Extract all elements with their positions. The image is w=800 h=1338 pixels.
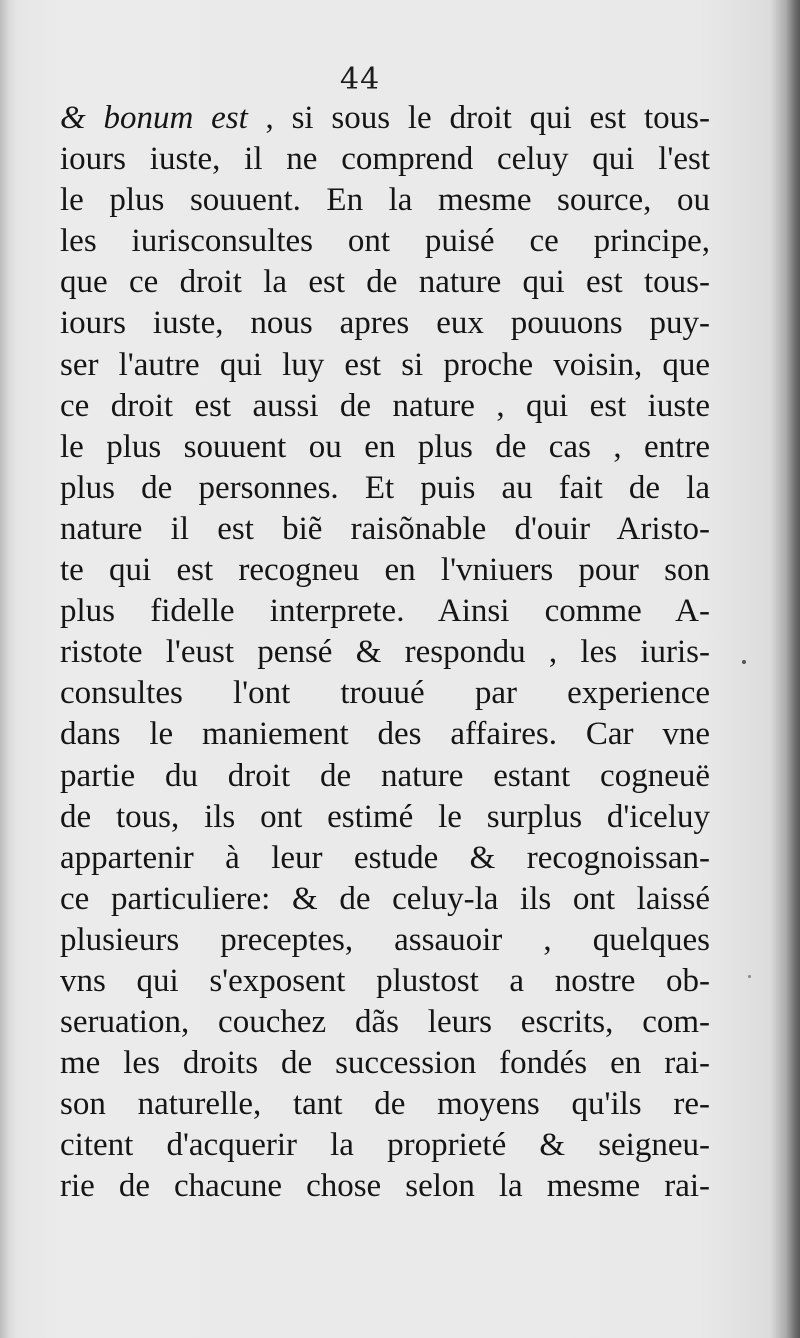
text-line: dans le maniement des affaires. Car vne [60,716,710,753]
page-binding-shadow [786,0,800,1338]
text-line: plusieurs preceptes, assauoir , quelques [60,921,710,958]
text-line: ristote l'eust pensé & respondu , les iuris- [60,634,710,671]
text-line: le plus souuent. En la mesme source, ou [60,182,710,219]
text-line [60,98,710,139]
text-line: te qui est recogneu en l'vniuers pour son [60,552,710,589]
text-line: de tous, ils ont estimé le surplus d'iceluy [60,798,710,835]
text-line: plus de personnes. Et puis au fait de la [60,469,710,506]
text-line: plus fidelle interprete. Ainsi comme A- [60,593,710,630]
text-line: nature il est biẽ raisõnable d'ouir Aristo- [60,510,710,547]
page-left-edge [0,0,8,1338]
text-line: seruation, couchez dãs leurs escrits, com- [60,1004,710,1041]
text-line-italic: & bonum est [60,100,248,136]
text-line: ce particuliere: & de celuy-la ils ont laissé [60,880,710,917]
text-line-body: , si sous le droit qui est tous- [247,100,710,136]
text-line: appartenir à leur estude & recognoissan- [60,839,710,876]
text-line: ce droit est aussi de nature , qui est iuste [60,387,710,424]
text-line: iours iuste, nous apres eux pouuons puy- [60,305,710,342]
text-line: son naturelle, tant de moyens qu'ils re- [60,1086,710,1123]
text-line: ser l'autre qui luy est si proche voisin, que [60,346,710,383]
text-line: me les droits de succession fondés en rai- [60,1045,710,1082]
text-line: que ce droit la est de nature qui est tous- [60,264,710,301]
text-line: vns qui s'exposent plustost a nostre ob- [60,962,710,999]
text-block [60,98,710,1208]
text-line: le plus souuent ou en plus de cas , entre [60,428,710,465]
text-line: partie du droit de nature estant cogneuë [60,757,710,794]
text-line: iours iuste, il ne comprend celuy qui l'est [60,141,710,178]
text-line: les iurisconsultes ont puisé ce principe, [60,223,710,260]
paper-speck [748,975,751,978]
text-line: rie de chacune chose selon la mesme rai- [60,1168,710,1205]
paper-speck [742,660,746,664]
text-line: citent d'acquerir la proprieté & seigneu- [60,1127,710,1164]
text-line: consultes l'ont trouué par experience [60,675,710,712]
page-number: 44 [340,62,381,97]
